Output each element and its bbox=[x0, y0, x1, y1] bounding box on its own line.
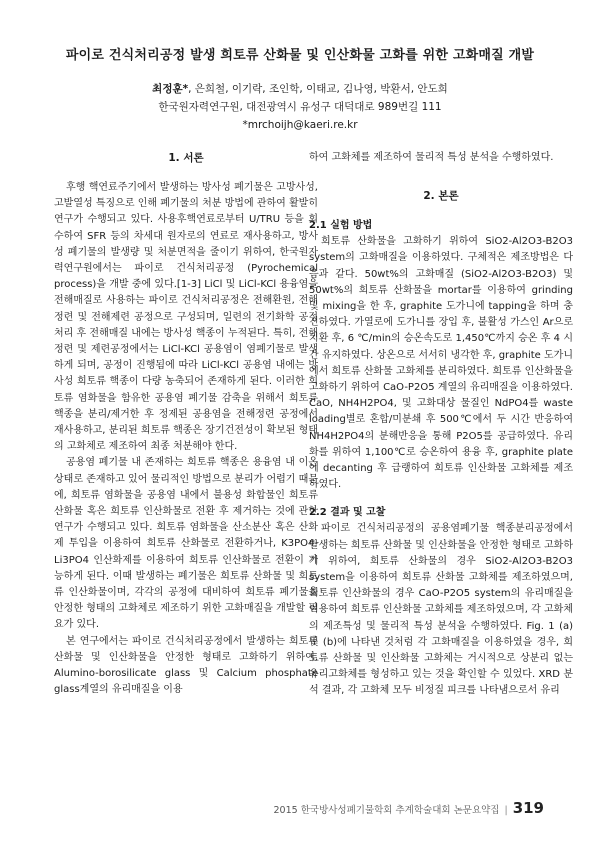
body-paragraph: 공용염 폐기물 내 존재하는 희토류 핵종은 용융염 내 이온상태로 존재하고 있어 물리적인 방법으로 분리가 어렵기 때문에, 희토류 염화물을 공용염 내에서 불용성 화합물인 희토류 산화물 혹은 희토류 인산화물로 전환 후 제거하는 것에 관한 연구가 수행되고 있다. 희토류 염화물을 산소분산 혹은 산화제 투입을 이용하여 희토류 산화물로 전환하거나, K3PO4-Li3PO4 인산화제를 이용하여 희토류 인산화물로 전환이 가능하게 된다. 이때 발생하는 폐기물은 희토류 산화물 및 희토류 인산화물이며, 각각의 공정에 대비하여 희토류 폐기물을 안정한 형태의 고화체로 제조하기 위한 고화매질을 개발할 필요가 있다. bbox=[54, 457, 318, 631]
author-list bbox=[0, 80, 600, 98]
section-heading-main: 2. 본론 bbox=[423, 190, 459, 203]
page-footer bbox=[274, 799, 544, 817]
paper-title: 파이로 건식처리공정 발생 희토류 산화물 및 인산화물 고화를 위한 고화매질 개발 bbox=[65, 48, 535, 63]
page-number: 319 bbox=[512, 799, 544, 817]
subsection-heading-results: 2.2 결과 및 고찰 bbox=[309, 507, 386, 519]
section-heading-introduction: 1. 서론 bbox=[168, 152, 204, 164]
body-paragraph-continuation: 하여 고화체를 제조하여 물리적 특성 분석을 수행하였다. bbox=[309, 152, 554, 163]
author-email: *mrchoijh@kaeri.re.kr bbox=[242, 119, 358, 131]
co-authors: , 은희철, 이기락, 조인학, 이태교, 김나영, 박환서, 안도희 bbox=[188, 83, 448, 95]
affiliation: 한국원자력연구원, 대전광역시 유성구 대덕대로 989번길 111 bbox=[158, 101, 442, 113]
conference-name: 2015 한국방사성폐기물학회 추계학술대회 논문요약집 bbox=[273, 805, 500, 816]
body-paragraph: 본 연구에서는 파이로 건식처리공정에서 발생하는 희토류 산화물 및 인산화물을 안정한 형태로 고화하기 위하여, Alumino-borosilicate glass 및 Calcium phosphate glass계열의 유리매질을 이용 bbox=[54, 635, 318, 696]
right-column bbox=[309, 150, 573, 700]
body-paragraph: 희토류 산화물을 고화하기 위하여 SiO2-Al2O3-B2O3 system의 고화매질을 이용하였다. 구체적은 제조방법은 다음과 같다. 50wt%의 고화매질 (SiO2-Al2O3-B2O3) 및 50wt%의 희토류 산화물을 mortar를 이용하여 grinding 및 mixing을 한 후, graphite 도가니에 tapping을 하며 충진하였다. 가열로에 도가니를 장입 후, 불활성 가스인 Ar으로 치환 후, 6 ℃/min의 승온속도로 1,450℃까지 승온 후 4 시간 유지하였다. 상온으로 서서히 냉각한 후, graphite 도가니에서 희토류 산화물 고화체를 분리하였다. 희토류 인산화물을 고화하기 위하여 CaO-P2O5 계열의 유리매질을 이용하였다. CaO, NH4H2PO4, 및 고화대상 물질인 NdPO4를 waste loading별로 혼합/미분쇄 후 500℃에서 두 시간 반응하여 NH4H2PO4의 분해반응을 통해 P2O5를 공급하였다. 유리화를 위하여 1,100℃로 승온하여 용융 후, graphite plate에 decanting 후 급랭하여 희토류 인산화물 고화체를 제조하였다. bbox=[309, 236, 573, 491]
left-column bbox=[54, 150, 318, 699]
footer-separator: | bbox=[504, 805, 508, 816]
body-paragraph: 파이로 건식처리공정의 공용염폐기물 핵종분리공정에서 발생하는 희토류 산화물 및 인산화물을 안정한 형태로 고화하기 위하여, 희토류 산화물의 경우 SiO2-Al2O3-B2O3 system을 이용하여 희토류 산화물 고화체를 제조하였으며, 희토류 인산화물의 경우 CaO-P2O5 system의 유리매질을 이용하여 희토류 인산화물 고화체를 제조하였으며, 각 고화체의 제조특성 및 물리적 특성 분석을 수행하였다. Fig. 1 (a) 및 (b)에 나타낸 것처럼 각 고화매질을 이용하였을 경우, 희토류 산화물 및 인산화물 고화체는 거시적으로 상분리 없는 유리고화체를 형성하고 있는 것을 확인할 수 있었다. XRD 분석 결과, 각 고화체 모두 비정질 피크를 나타냄으로서 유리 bbox=[309, 523, 573, 697]
subsection-heading-methods: 2.1 실험 방법 bbox=[309, 220, 373, 232]
first-author: 최정훈* bbox=[152, 83, 189, 95]
body-paragraph: 후행 핵연료주기에서 발생하는 방사성 폐기물은 고방사성, 고발열성 특징으로 인해 폐기물의 처분 방법에 관하여 활발히 연구가 수행되고 있다. 사용후핵연료로부터 U/TRU 등을 회수하여 SFR 등의 차세대 원자로의 연료로 재사용하고, 방사성 폐기물의 발생량 및 처분면적을 줄이기 위하여, 한국원자력연구원에서는 파이로 건식처리공정 (Pyrochemical process)을 개발 중에 있다.[1-3] LiCl 및 LiCl-KCl 용융염을 전해매질로 사용하는 파이로 건식처리공정은 전해환원, 전해정련 및 전해제련 공정으로 구성되며, 일련의 전기화학 공정처리 후 전해매질 내에는 방사성 핵종이 누적된다. 특히, 전해정련 및 제련공정에서는 LiCl-KCl 공용염이 염폐기물로 발생하게 되며, 공정이 진행됨에 따라 LiCl-KCl 공용염 내에는 방사성 희토류 핵종이 다량 농축되어 존재하게 된다. 이러한 희토류 염화물을 함유한 공용염 폐기물 감축을 위해서 희토류 핵종을 분리/제거한 후 정제된 공용염을 전해정련 공정에서 재사용하고, 분리된 희토류 핵종은 장기건전성이 확보된 형태의 고화체로 제조하여 최종 처분해야 한다. bbox=[54, 182, 318, 453]
author-block bbox=[0, 80, 600, 134]
